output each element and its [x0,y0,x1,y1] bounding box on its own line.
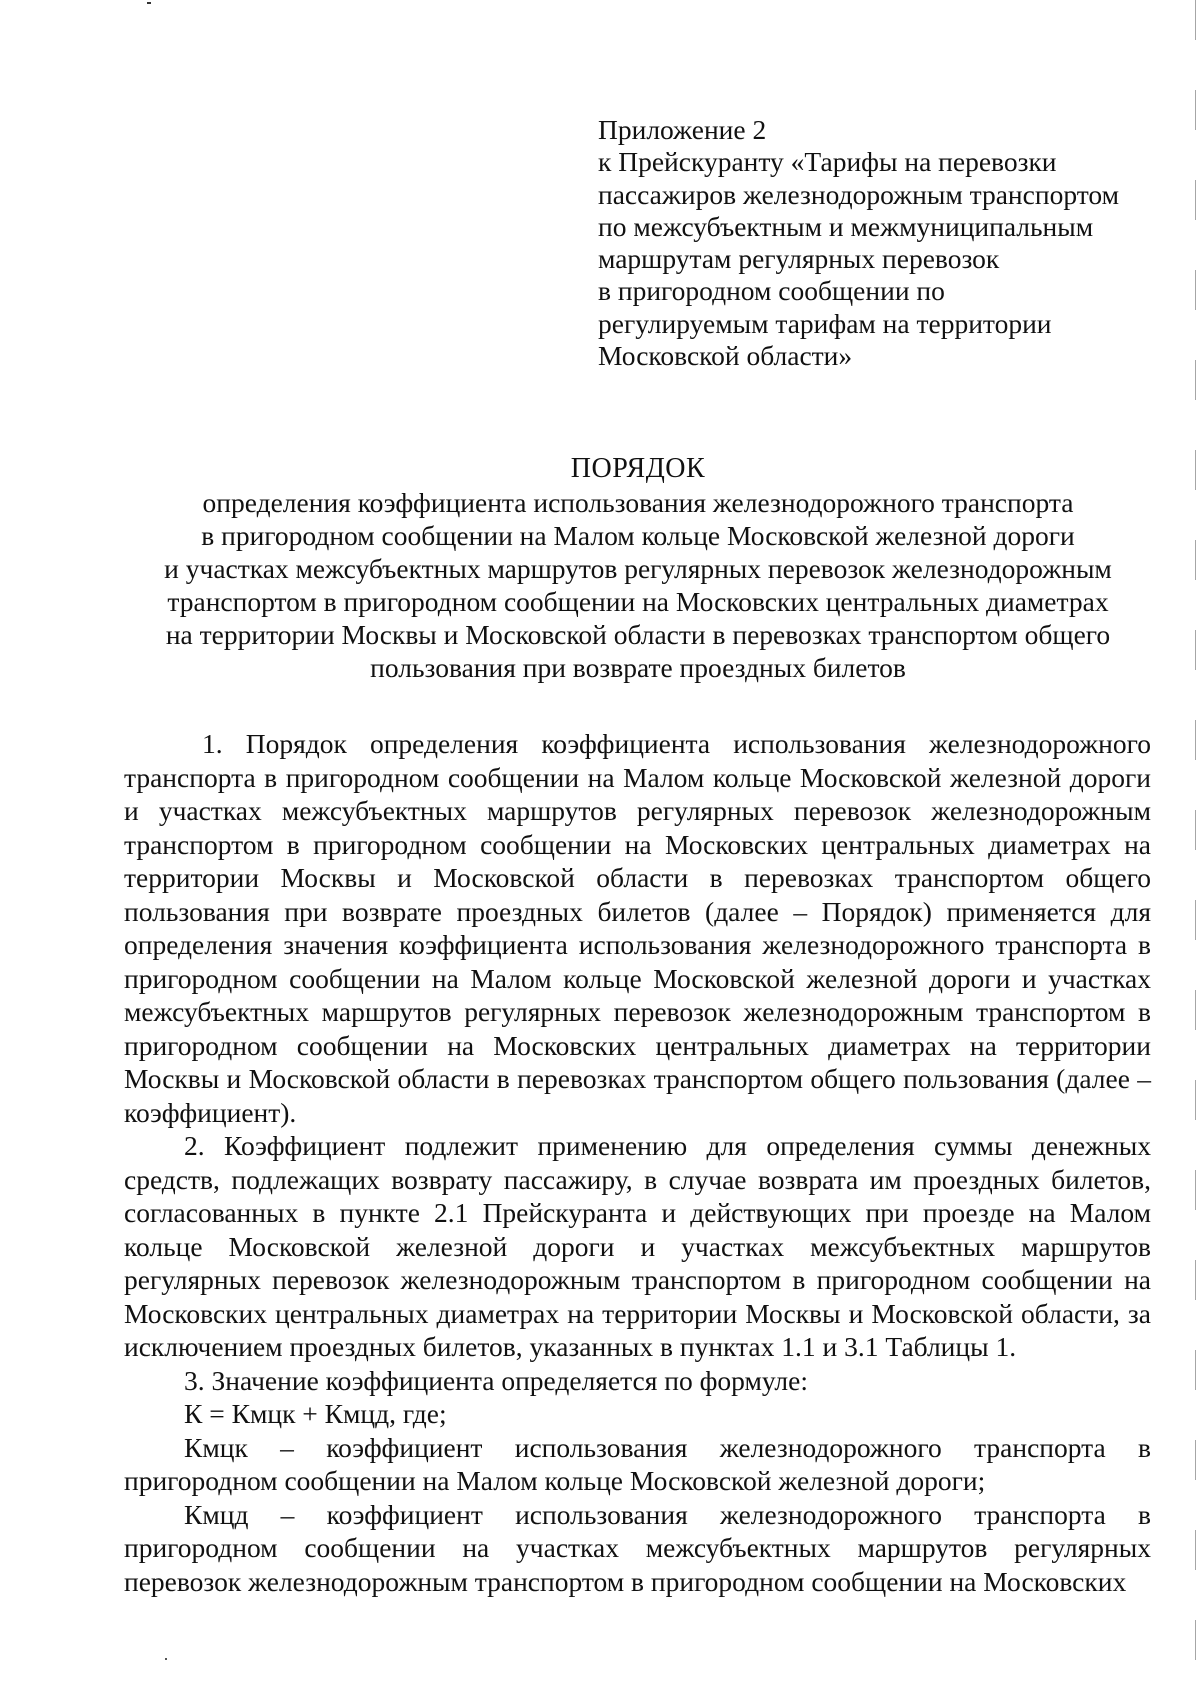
subtitle-line: на территории Москвы и Московской области в перевозках транспортом общего [165,619,1111,650]
subtitle-line: пользования при возврате проездных билетов [370,652,906,683]
formula: К = Кмцк + Кмцд, где; [184,1398,447,1429]
definition-kmcd: Кмцд – коэффициент использования железнодорожного транспорта в пригородном сообщении на участках межсубъектных маршрутов регулярных перевозок железнодорожным транспортом в пригородном сообщении на Московских [124,1498,1151,1597]
paragraph-1: 1. Порядок определения коэффициента использования железнодорожного транспорта в пригородном сообщении на Малом кольце Московской железной дороги и участках межсубъектных маршрутов регулярных перевозок железнодорожным транспортом в пригородном сообщении на Московских центральных диаметрах на территории Москвы и Московской области в перевозках транспортом общего пользования при возврате проездных билетов (далее – Порядок) применяется для определения значения коэффициента использования железнодорожного транспорта в пригородном сообщении на Малом кольце Московской железной дороги и участках межсубъектных маршрутов регулярных перевозок железнодорожным транспортом в пригородном сообщении на Московских центральных диаметрах на территории Москвы и Московской области в перевозках транспортом общего пользования (далее – коэффициент). [124,728,1151,1128]
definition-kmck: Кмцк – коэффициент использования железнодорожного транспорта в пригородном сообщении на Малом кольце Московской железной дороги; [124,1431,1151,1496]
document-heading [140,452,1136,684]
appendix-line: по межсубъектным и межмуниципальным [598,210,1094,242]
subtitle-line: в пригородном сообщении на Малом кольце Московской железной дороги [201,520,1075,551]
appendix-line: Приложение 2 [598,114,767,145]
document-body [124,727,1151,1598]
document-title: ПОРЯДОК [570,453,706,484]
appendix-line: регулируемым тарифам на территории [598,307,1052,339]
subtitle-line: транспортом в пригородном сообщении на Московских центральных диаметрах [167,586,1109,617]
appendix-block [598,114,1118,372]
appendix-line: пассажиров железнодорожным транспортом [598,178,1119,210]
scan-artifact [147,2,151,4]
appendix-line: маршрутам регулярных перевозок [598,243,1000,275]
scan-dot-artifact [165,1658,167,1660]
appendix-line: Московской области» [598,340,853,372]
scan-edge-artifact [1195,0,1196,1697]
appendix-line: в пригородном сообщении по [598,275,945,307]
paragraph-3: 3. Значение коэффициента определяется по формуле: [184,1364,809,1396]
subtitle-line: определения коэффициента использования железнодорожного транспорта [202,487,1074,518]
subtitle-line: и участках межсубъектных маршрутов регулярных перевозок железнодорожным [164,553,1112,584]
paragraph-2: 2. Коэффициент подлежит применению для определения суммы денежных средств, подлежащих возврату пассажиру, в случае возврата им проездных билетов, согласованных в пункте 2.1 Прейскуранта и действующих при проезде на Малом кольце Московской железной дороги и участках межсубъектных маршрутов регулярных перевозок железнодорожным транспортом в пригородном сообщении на Московских центральных диаметрах на территории Москвы и Московской области, за исключением проездных билетов, указанных в пунктах 1.1 и 3.1 Таблицы 1. [124,1130,1151,1362]
appendix-line: к Прейскуранту «Тарифы на перевозки [598,146,1057,178]
